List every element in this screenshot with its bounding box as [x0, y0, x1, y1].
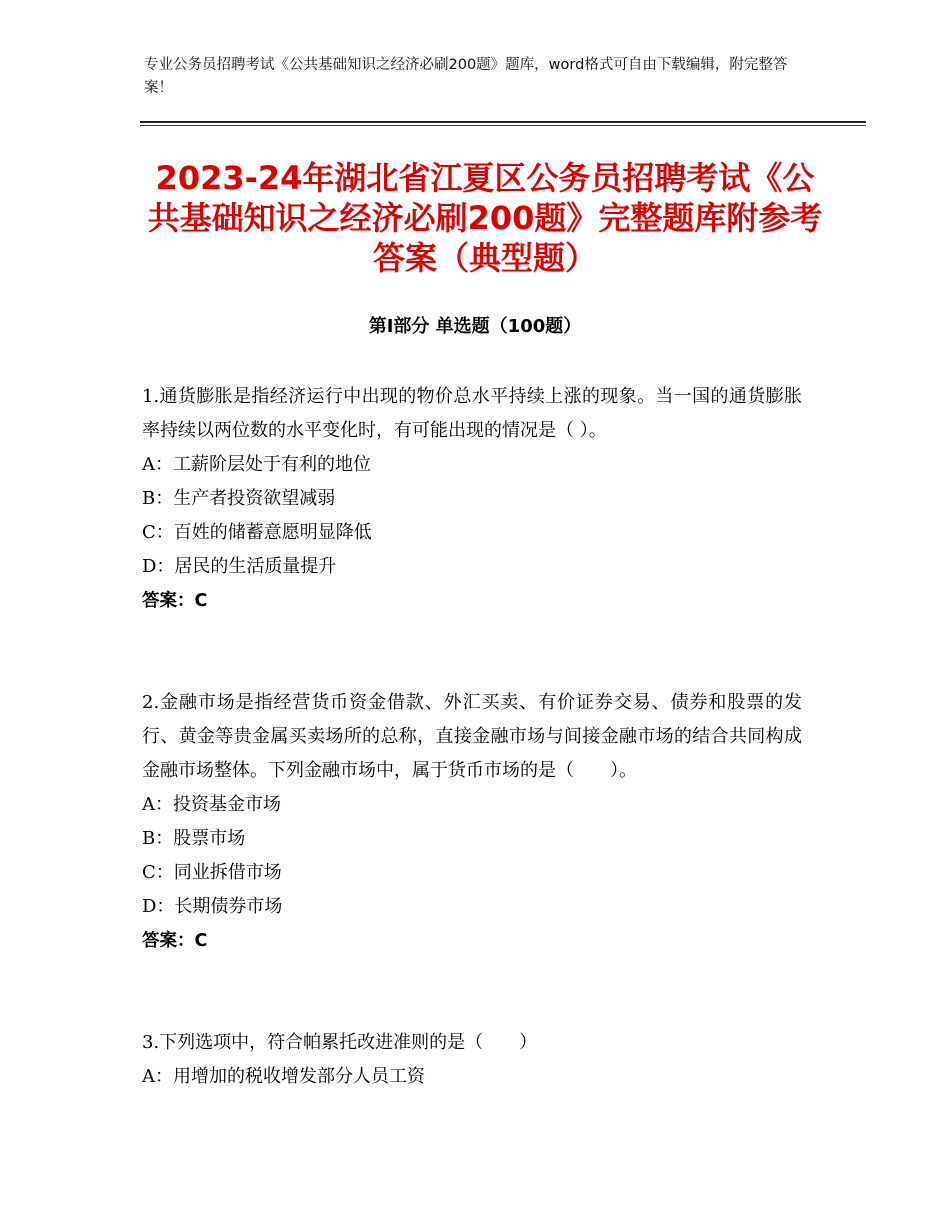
- header-rule: [140, 121, 866, 123]
- answer: 答案：C: [142, 931, 208, 951]
- header-rule-thin: [140, 125, 866, 126]
- option-d: D：长期债券市场: [142, 896, 283, 917]
- question-2: [142, 686, 802, 958]
- option-d: D：居民的生活质量提升: [142, 556, 337, 577]
- option-b: B：股票市场: [142, 828, 246, 849]
- option-c: C：同业拆借市场: [142, 862, 282, 883]
- question-stem: 1.通货膨胀是指经济运行中出现的物价总水平持续上涨的现象。当一国的通货膨胀率持续以两位数的水平变化时，有可能出现的情况是（ ）。: [142, 386, 802, 441]
- document-title: 2023-24年湖北省江夏区公务员招聘考试《公共基础知识之经济必刷200题》完整题库附参考答案（典型题）: [147, 159, 823, 277]
- option-a: A：工薪阶层处于有利的地位: [142, 454, 371, 475]
- option-c: C：百姓的储蓄意愿明显降低: [142, 522, 372, 543]
- question-stem: 2.金融市场是指经营货币资金借款、外汇买卖、有价证券交易、债券和股票的发行、黄金等贵金属买卖场所的总称，直接金融市场与间接金融市场的结合共同构成金融市场整体。下列金融市场中，属于货币市场的是（ ）。: [142, 692, 802, 781]
- option-a: A：用增加的税收增发部分人员工资: [142, 1066, 425, 1087]
- question-1: [142, 380, 802, 618]
- question-stem: 3.下列选项中，符合帕累托改进准则的是（ ）: [142, 1032, 538, 1053]
- option-b: B：生产者投资欲望减弱: [142, 488, 336, 509]
- question-3: [142, 1026, 802, 1094]
- header-note: 专业公务员招聘考试《公共基础知识之经济必刷200题》题库，word格式可自由下载编辑，附完整答案！: [144, 57, 788, 96]
- answer: 答案：C: [142, 591, 208, 611]
- section-title: 第Ⅰ部分 单选题（100题）: [368, 316, 582, 337]
- option-a: A：投资基金市场: [142, 794, 281, 815]
